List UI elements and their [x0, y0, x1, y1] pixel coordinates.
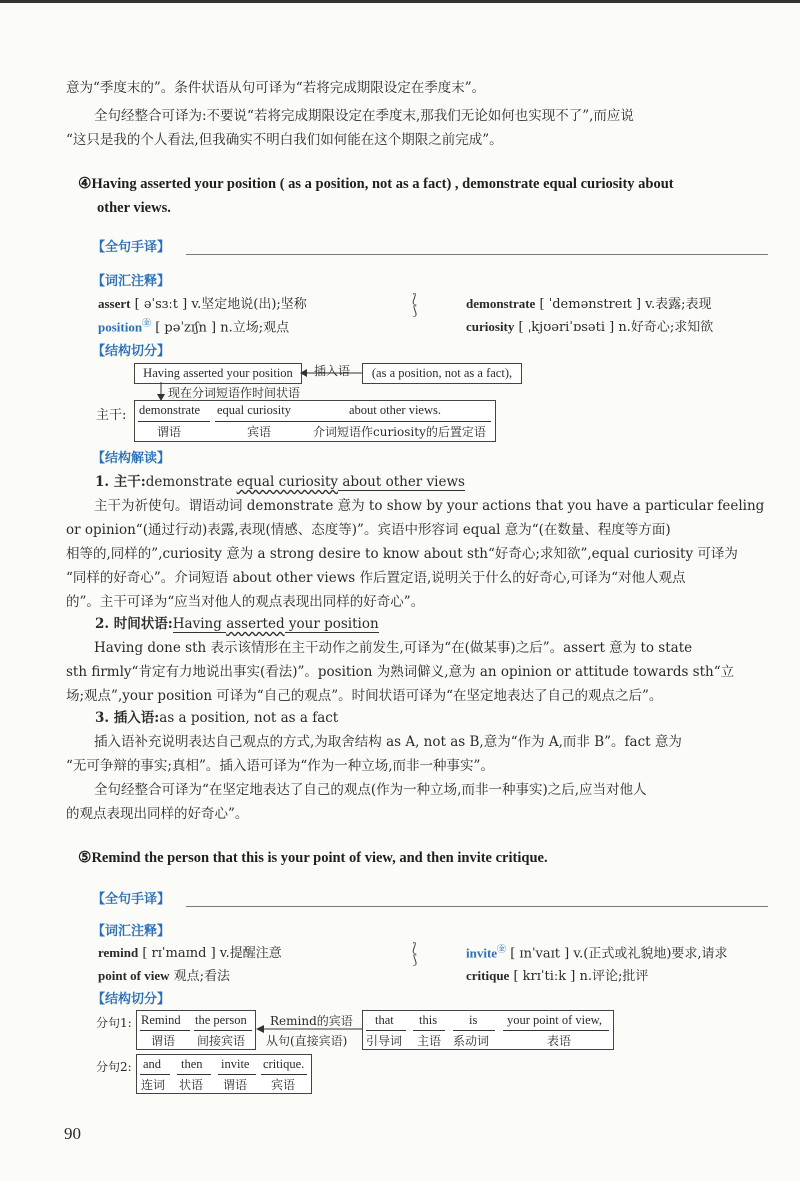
s4-header-vocab: 【词汇注释】: [92, 274, 171, 289]
c1-rule-pred: [140, 1030, 190, 1031]
vocab-position-def: [ pəˈzɪʃn ] n.立场;观点: [151, 320, 290, 336]
analysis-2-position: your position: [284, 616, 379, 632]
vocab-critique-def: [ krɪˈtiːk ] n.评论;批评: [509, 969, 649, 984]
s5-header-split: 【结构切分】: [92, 992, 171, 1007]
c1-remind: Remind: [141, 1013, 181, 1027]
split-rule-pred: [138, 421, 210, 422]
split-rule-obj: [215, 421, 315, 422]
analysis-3-line2: “无可争辩的事实;真相”。插入语可译为“作为一种立场,而非一种事实”。: [66, 758, 494, 774]
vocab-invite-word: invite: [466, 945, 498, 961]
sentence-4: [78, 172, 768, 220]
c1-rule-pred2: [503, 1030, 609, 1031]
vocab-demonstrate-def: [ ˈdemənstreɪt ] v.表露;表现: [535, 297, 712, 312]
s5-header-translate: 【全句手译】: [92, 892, 171, 907]
sentence-4-line1: Having asserted your position ( as a position, not as a fact) , demonstrate equal curiosity about: [91, 176, 674, 192]
c1-rule-link: [453, 1030, 495, 1031]
c1-this: this: [419, 1013, 438, 1027]
vocab-divider-2: ⟅ ⟆: [412, 941, 418, 968]
analysis-1-title: [95, 470, 797, 494]
para-top-line2: 全句经整合可译为:不要说“若将完成期限设定在季度末,那我们无论如何也实现不了”,而应说: [94, 108, 634, 124]
vocab-demonstrate: [466, 293, 711, 312]
c2-label-adv: 状语: [179, 1078, 204, 1092]
clause-1-label: 分句1:: [96, 1016, 132, 1030]
split-box-having: Having asserted your position: [134, 363, 302, 384]
analysis-3-title: [95, 706, 797, 730]
vocab-invite: [466, 942, 728, 961]
page-number: 90: [64, 1124, 81, 1143]
c1-arrow-bottom: 从句(直接宾语): [266, 1034, 348, 1048]
c1-that: that: [375, 1013, 394, 1027]
c1-the-person: the person: [195, 1013, 247, 1027]
split-label-attr: 介词短语作curiosity的后置定语: [313, 425, 486, 439]
vocab-remind-word: remind: [98, 945, 139, 960]
sentence-4-number: ④: [78, 176, 92, 192]
sentence-4-line2: other views.: [97, 200, 171, 216]
analysis-3-text: as a position, not as a fact: [159, 710, 339, 726]
analysis-2-title: [95, 612, 797, 636]
c1-label-link: 系动词: [453, 1034, 490, 1048]
vocab-demonstrate-word: demonstrate: [466, 296, 536, 311]
c2-label-conn: 连词: [141, 1078, 166, 1092]
clause-2-box: [136, 1054, 312, 1094]
split-box-insert: (as a position, not as a fact),: [362, 363, 522, 384]
split-participle-note: 现在分词短语作时间状语: [168, 386, 301, 400]
c2-rule-conn: [140, 1074, 170, 1075]
analysis-2-label: 2. 时间状语:: [95, 616, 173, 632]
para-top-line3: “这只是我的个人看法,但我确实不明白我们如何能在这个期限之前完成”。: [66, 132, 503, 148]
vocab-curiosity: [466, 316, 713, 335]
c2-rule-obj: [261, 1074, 307, 1075]
vocab-assert-def: [ əˈsɜːt ] v.坚定地说(出);坚称: [130, 297, 307, 312]
analysis-1-line1: 主干为祈使句。谓语动词 demonstrate 意为 to show by your actions that you have a particular feeling: [94, 498, 765, 514]
vocab-divider-1: ⟅ ⟆: [412, 292, 418, 319]
s5-header-vocab: 【词汇注释】: [92, 924, 171, 939]
analysis-2-having: Having: [172, 616, 227, 632]
sentence-5: [78, 846, 768, 870]
c2-invite: invite: [221, 1057, 250, 1071]
c1-pov: your point of view,: [507, 1013, 603, 1027]
vocab-position-word: position: [98, 319, 143, 335]
clause-1-box-b: [362, 1010, 614, 1050]
c2-critique: critique.: [263, 1057, 305, 1071]
vocab-assert-word: assert: [98, 296, 131, 311]
analysis-2-line3: 场;观点”,your position 可译为“自己的观点”。时间状语可译为“在坚定地表达了自己的观点之后”。: [66, 688, 663, 704]
c1-label-indobj: 间接宾语: [197, 1034, 246, 1048]
c1-label-conj: 引导词: [366, 1034, 403, 1048]
analysis-2-line1: Having done sth 表示该情形在主干动作之前发生,可译为“在(做某事)之后”。assert 意为 to state: [94, 640, 693, 656]
c2-label-pred: 谓语: [223, 1078, 248, 1092]
c1-arrow-top: Remind的宾语: [270, 1014, 353, 1028]
s4-summary-line1: 全句经整合可译为“在坚定地表达了自己的观点(作为一种立场,而非一种事实)之后,应当对他人: [94, 782, 647, 798]
vocab-point-of-view: [98, 965, 230, 984]
clause-1-box-a: [136, 1010, 256, 1050]
vocab-assert: [98, 293, 307, 312]
s4-summary-line2: 的观点表现出同样的好奇心”。: [66, 806, 249, 822]
c1-rule-subj: [413, 1030, 445, 1031]
analysis-1-curiosity: equal curiosity: [236, 474, 339, 490]
vocab-pov-word: point of view: [98, 968, 170, 983]
c1-is: is: [469, 1013, 478, 1027]
analysis-1-line4: “同样的好奇心”。介词短语 about other views 作后置定语,说明关于什么的好奇心,可译为“对他人观点: [66, 570, 686, 586]
split-main-box: [134, 400, 496, 442]
vocab-position: [98, 316, 289, 335]
c1-label-subj: 主语: [417, 1034, 442, 1048]
c2-and: and: [143, 1057, 162, 1071]
analysis-1-views: about other views: [338, 474, 465, 490]
analysis-3-label: 3. 插入语:: [95, 710, 160, 726]
vocab-remind-def: [ rɪˈmaɪnd ] v.提醒注意: [138, 946, 282, 961]
vocab-critique: [466, 965, 648, 984]
split-views: about other views.: [349, 403, 441, 417]
split-main-label: 主干:: [96, 408, 127, 423]
vocab-critique-word: critique: [466, 968, 510, 983]
analysis-1-label: 1. 主干:: [95, 474, 146, 490]
analysis-1-line3: 相等的,同样的”,curiosity 意为 a strong desire to know about sth“好奇心;求知欲”,equal curiosity 可译为: [66, 546, 738, 562]
split-label-obj: 宾语: [247, 425, 272, 439]
split-rule-attr: [309, 421, 491, 422]
s4-header-translate: 【全句手译】: [92, 240, 171, 255]
split-insert-label: 插入语: [314, 364, 351, 378]
clause-2-label: 分句2:: [96, 1060, 132, 1074]
analysis-1-line5: 的”。主干可译为“应当对他人的观点表现出同样的好奇心”。: [66, 594, 425, 610]
c1-rule-indobj: [194, 1030, 252, 1031]
c2-label-obj: 宾语: [271, 1078, 296, 1092]
s4-translate-blank-line[interactable]: [186, 254, 768, 255]
s4-header-analysis: 【结构解读】: [92, 451, 171, 466]
s5-translate-blank-line[interactable]: [186, 906, 768, 907]
s4-header-split: 【结构切分】: [92, 344, 171, 359]
analysis-1-line2: or opinion“(通过行动)表露,表现(情感、态度等)”。宾语中形容词 equal 意为“(在数量、程度等方面): [66, 522, 671, 538]
down-arrow: [156, 382, 168, 402]
sentence-5-number: ⑤: [78, 850, 92, 866]
c1-label-pred: 谓语: [151, 1034, 176, 1048]
c1-rule-conj: [366, 1030, 406, 1031]
analysis-3-line1: 插入语补充说明表达自己观点的方式,为取舍结构 as A, not as B,意为“作为 A,而非 B”。fact 意为: [94, 734, 682, 750]
c2-rule-pred: [218, 1074, 256, 1075]
c2-then: then: [181, 1057, 203, 1071]
vocab-curiosity-def: [ ˌkjʊəriˈɒsəti ] n.好奇心;求知欲: [514, 320, 714, 335]
sentence-5-line1: Remind the person that this is your point of view, and then invite critique.: [91, 850, 548, 866]
analysis-2-asserted: asserted: [226, 616, 285, 632]
vocab-invite-mark: ㊎: [497, 945, 507, 955]
c2-rule-adv: [177, 1074, 211, 1075]
vocab-remind: [98, 942, 282, 961]
split-label-pred: 谓语: [157, 425, 182, 439]
c1-label-pred2: 表语: [547, 1034, 572, 1048]
vocab-curiosity-word: curiosity: [466, 319, 515, 334]
para-top-line1: 意为“季度末的”。条件状语从句可译为“若将完成期限设定在季度末”。: [66, 80, 486, 96]
analysis-2-line2: sth firmly“肯定有力地说出事实(看法)”。position 为熟词僻义,意为 an opinion or attitude towards sth“立: [66, 664, 735, 680]
split-demonstrate: demonstrate: [139, 403, 201, 417]
vocab-pov-def: 观点;看法: [169, 969, 231, 984]
vocab-invite-def: [ ɪnˈvaɪt ] v.(正式或礼貌地)要求,请求: [506, 946, 728, 962]
analysis-1-demonstrate: demonstrate: [145, 474, 237, 490]
split-curiosity: equal curiosity: [217, 403, 291, 417]
vocab-position-mark: ㊎: [142, 319, 152, 329]
top-rule: [0, 0, 800, 3]
